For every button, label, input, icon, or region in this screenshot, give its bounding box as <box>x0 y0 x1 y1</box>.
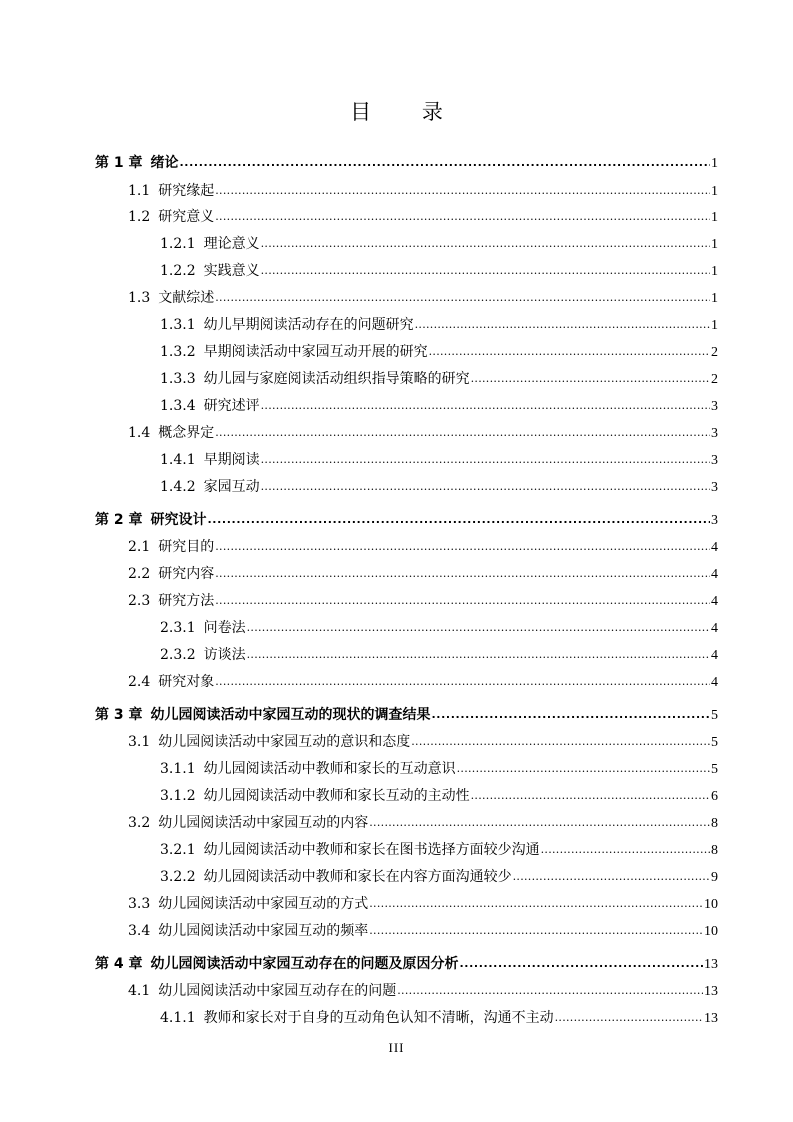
toc-entry-label: 文献综述 <box>158 290 215 306</box>
toc-entry-label: 幼儿园阅读活动中家园互动的内容 <box>158 815 369 831</box>
toc-entry-number: 2.1 <box>128 539 151 555</box>
dot-leader <box>415 316 710 332</box>
toc-entry[interactable] <box>128 206 718 228</box>
toc-entry-page: 8 <box>711 816 718 831</box>
dot-leader <box>555 1009 703 1025</box>
toc-entry-label: 幼儿园与家庭阅读活动组织指导策略的研究 <box>203 371 470 387</box>
toc-entry-label: 幼儿园阅读活动中家园互动存在的问题及原因分析 <box>150 956 459 972</box>
toc-entry-label: 访谈法 <box>203 647 246 663</box>
toc-entry-number: 2.3.2 <box>160 647 196 663</box>
toc-entry-page: 5 <box>711 762 718 777</box>
toc-entry[interactable] <box>128 180 718 202</box>
toc-entry-number: 2.3.1 <box>160 620 196 636</box>
toc-entry-label: 早期阅读 <box>203 452 260 468</box>
toc-entry-page: 1 <box>711 291 718 306</box>
toc-entry-page: 2 <box>711 345 718 360</box>
dot-leader <box>247 619 710 635</box>
toc-title: 目 录 <box>350 100 465 124</box>
toc-entry[interactable] <box>160 644 718 666</box>
dot-leader <box>215 538 710 554</box>
dot-leader <box>215 424 710 440</box>
toc-entry-page: 1 <box>711 237 718 252</box>
toc-entry[interactable] <box>160 260 718 282</box>
dot-leader <box>513 868 710 884</box>
toc-entry-label: 幼儿园阅读活动中教师和家长在内容方面沟通较少 <box>203 869 512 885</box>
toc-entry-label: 幼儿园阅读活动中家园互动的现状的调查结果 <box>150 707 431 723</box>
toc-entry-label: 研究缘起 <box>158 183 215 199</box>
dot-leader <box>369 922 703 938</box>
toc-entry[interactable] <box>160 758 718 780</box>
toc-entry-page: 1 <box>711 318 718 333</box>
toc-entry[interactable] <box>160 1007 718 1029</box>
toc-entry-label: 概念界定 <box>158 425 215 441</box>
toc-entry[interactable] <box>128 980 718 1002</box>
toc-entry[interactable] <box>160 617 718 639</box>
toc-entry-number: 第 1 章 <box>95 155 143 171</box>
toc-entry-label: 幼儿园阅读活动中家园互动的频率 <box>158 923 369 939</box>
toc-entry-page: 9 <box>711 870 718 885</box>
dot-leader <box>247 646 710 662</box>
toc-entry-label: 研究对象 <box>158 674 215 690</box>
toc-entry-page: 3 <box>711 426 718 441</box>
toc-entry-page: 8 <box>711 843 718 858</box>
toc-entry-label: 幼儿园阅读活动中教师和家长的互动意识 <box>203 761 456 777</box>
dot-leader <box>180 154 711 170</box>
toc-entry-page: 3 <box>711 399 718 414</box>
toc-entry-number: 第 3 章 <box>95 707 143 723</box>
toc-entry-page: 13 <box>704 957 718 972</box>
toc-entry-page: 13 <box>704 1011 718 1026</box>
toc-entry-number: 1.3.2 <box>160 344 196 360</box>
toc-entry-label: 幼儿园阅读活动中家园互动的方式 <box>158 896 369 912</box>
toc-entry-number: 1.4 <box>128 425 151 441</box>
toc-entry-number: 3.4 <box>128 923 151 939</box>
dot-leader <box>261 262 710 278</box>
toc-entry-label: 幼儿早期阅读活动存在的问题研究 <box>203 317 414 333</box>
toc-entry[interactable] <box>128 893 718 915</box>
toc-entry-label: 绪论 <box>150 155 179 171</box>
toc-entry-number: 第 4 章 <box>95 956 143 972</box>
toc-entry-label: 研究述评 <box>203 398 260 414</box>
toc-entry-number: 1.4.2 <box>160 479 196 495</box>
toc-entry-number: 4.1.1 <box>160 1010 196 1026</box>
toc-entry[interactable] <box>160 341 718 363</box>
toc-entry[interactable] <box>160 395 718 417</box>
toc-entry-number: 3.1.2 <box>160 788 196 804</box>
toc-entry-label: 研究设计 <box>150 512 207 528</box>
dot-leader <box>397 982 703 998</box>
toc-entry-page: 1 <box>711 264 718 279</box>
toc-entry-number: 2.4 <box>128 674 151 690</box>
toc-entry-page: 5 <box>711 735 718 750</box>
toc-chapter-entry[interactable] <box>95 152 718 174</box>
dot-leader <box>369 814 710 830</box>
toc-entry-page: 10 <box>704 897 718 912</box>
toc-entry-number: 1.2.1 <box>160 236 196 252</box>
dot-leader <box>215 673 710 689</box>
toc-entry-page: 5 <box>711 708 718 723</box>
dot-leader <box>369 895 703 911</box>
toc-entry-page: 10 <box>704 924 718 939</box>
toc-entry-page: 13 <box>704 984 718 999</box>
toc-entry-number: 3.2.1 <box>160 842 196 858</box>
toc-entry-number: 1.1 <box>128 183 151 199</box>
toc-entry-page: 4 <box>711 594 718 609</box>
toc-entry-number: 3.2.2 <box>160 869 196 885</box>
toc-entry-page: 4 <box>711 648 718 663</box>
toc-entry-number: 3.1 <box>128 734 151 750</box>
toc-entry[interactable] <box>128 920 718 942</box>
toc-entry-page: 1 <box>711 184 718 199</box>
page-number: III <box>388 1040 405 1055</box>
toc-entry-number: 1.2.2 <box>160 263 196 279</box>
toc-entry-number: 2.3 <box>128 593 151 609</box>
dot-leader <box>460 955 704 971</box>
dot-leader <box>215 565 710 581</box>
toc-entry-label: 研究内容 <box>158 566 215 582</box>
toc-entry[interactable] <box>160 233 718 255</box>
toc-entry[interactable] <box>128 731 718 753</box>
toc-entry[interactable] <box>128 287 718 309</box>
toc-entry-number: 3.3 <box>128 896 151 912</box>
dot-leader <box>432 706 711 722</box>
toc-entry-label: 幼儿园阅读活动中家园互动存在的问题 <box>158 983 397 999</box>
toc-entry-page: 4 <box>711 567 718 582</box>
toc-entry-label: 幼儿园阅读活动中教师和家长互动的主动性 <box>203 788 470 804</box>
toc-chapter-entry[interactable] <box>95 953 718 975</box>
dot-leader <box>261 235 710 251</box>
toc-entry[interactable] <box>160 368 718 390</box>
toc-entry-page: 1 <box>711 156 718 171</box>
dot-leader <box>208 511 711 527</box>
toc-entry-page: 4 <box>711 675 718 690</box>
dot-leader <box>215 182 710 198</box>
toc-entry-page: 6 <box>711 789 718 804</box>
toc-entry-number: 第 2 章 <box>95 512 143 528</box>
dot-leader <box>261 451 710 467</box>
toc-entry-label: 家园互动 <box>203 479 260 495</box>
dot-leader <box>411 733 710 749</box>
toc-entry-label: 早期阅读活动中家园互动开展的研究 <box>203 344 428 360</box>
toc-entry[interactable] <box>160 785 718 807</box>
toc-entry-label: 实践意义 <box>203 263 260 279</box>
toc-entry[interactable] <box>160 314 718 336</box>
toc-entry-label: 研究目的 <box>158 539 215 555</box>
toc-entry[interactable] <box>128 812 718 834</box>
toc-chapter-entry[interactable] <box>95 509 718 531</box>
toc-entry[interactable] <box>128 422 718 444</box>
toc-entry-label: 幼儿园阅读活动中家园互动的意识和态度 <box>158 734 411 750</box>
toc-entry[interactable] <box>128 536 718 558</box>
dot-leader <box>541 841 710 857</box>
toc-entry-label: 幼儿园阅读活动中教师和家长在图书选择方面较少沟通 <box>203 842 540 858</box>
dot-leader <box>471 787 710 803</box>
toc-entry[interactable] <box>128 590 718 612</box>
toc-entry-number: 1.4.1 <box>160 452 196 468</box>
dot-leader <box>215 208 710 224</box>
toc-entry-number: 1.3 <box>128 290 151 306</box>
toc-entry-page: 3 <box>711 513 718 528</box>
toc-entry-page: 2 <box>711 372 718 387</box>
toc-entry-label: 理论意义 <box>203 236 260 252</box>
toc-entry-number: 3.2 <box>128 815 151 831</box>
toc-entry-page: 3 <box>711 480 718 495</box>
dot-leader <box>471 370 710 386</box>
dot-leader <box>215 289 710 305</box>
dot-leader <box>261 478 710 494</box>
dot-leader <box>457 760 710 776</box>
toc-entry[interactable] <box>160 449 718 471</box>
toc-entry-page: 1 <box>711 210 718 225</box>
toc-entry[interactable] <box>160 839 718 861</box>
toc-entry-label: 问卷法 <box>203 620 246 636</box>
toc-entry[interactable] <box>160 476 718 498</box>
toc-entry-label: 研究意义 <box>158 209 215 225</box>
toc-entry-number: 1.3.4 <box>160 398 196 414</box>
toc-entry[interactable] <box>128 563 718 585</box>
toc-entry-page: 4 <box>711 621 718 636</box>
toc-chapter-entry[interactable] <box>95 704 718 726</box>
dot-leader <box>215 592 710 608</box>
toc-entry-number: 2.2 <box>128 566 151 582</box>
toc-entry-page: 4 <box>711 540 718 555</box>
toc-entry-number: 1.3.3 <box>160 371 196 387</box>
toc-entry-number: 3.1.1 <box>160 761 196 777</box>
toc-entry[interactable] <box>160 866 718 888</box>
toc-entry-number: 1.2 <box>128 209 151 225</box>
toc-entry-label: 教师和家长对于自身的互动角色认知不清晰，沟通不主动 <box>203 1010 554 1026</box>
toc-entry-number: 1.3.1 <box>160 317 196 333</box>
toc-entry-page: 3 <box>711 453 718 468</box>
dot-leader <box>429 343 710 359</box>
toc-entry-label: 研究方法 <box>158 593 215 609</box>
toc-entry-number: 4.1 <box>128 983 151 999</box>
toc-entry[interactable] <box>128 671 718 693</box>
dot-leader <box>261 397 710 413</box>
